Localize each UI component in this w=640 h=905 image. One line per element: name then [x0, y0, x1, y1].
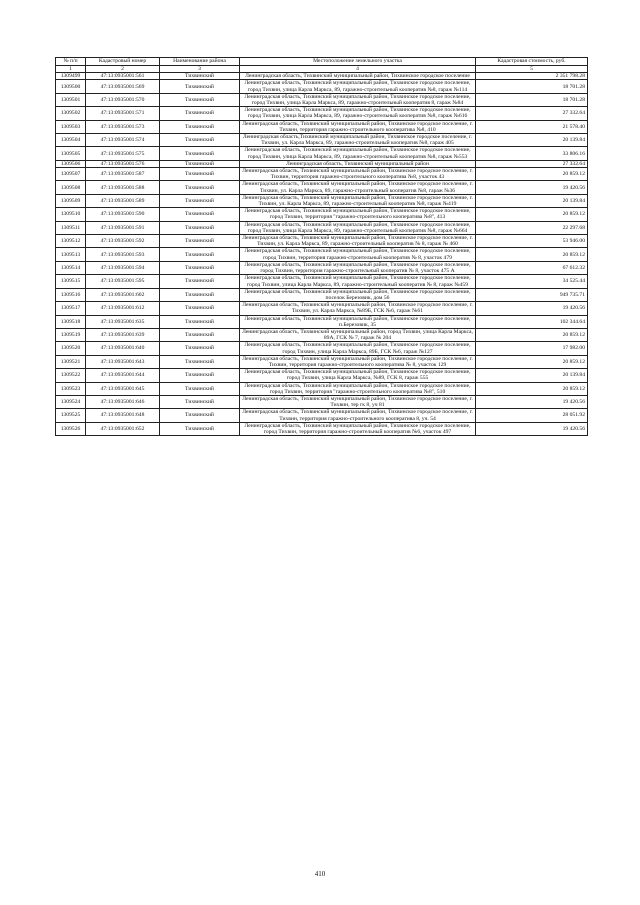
district-name: Тихвинский [160, 160, 240, 167]
table-row [56, 369, 588, 382]
row-number: 1309506 [56, 160, 86, 167]
cadastral-value: 20 139.84 [476, 194, 588, 207]
district-name: Тихвинский [160, 248, 240, 261]
cadastral-value: 28 051.92 [476, 409, 588, 422]
cadastral-value: 17 982.00 [476, 342, 588, 355]
row-number: 1309511 [56, 221, 86, 234]
cadastral-number: 47:13:0935001:646 [86, 395, 160, 408]
row-number: 1309508 [56, 181, 86, 194]
row-number: 1309509 [56, 194, 86, 207]
cadastral-value: 20 139.84 [476, 134, 588, 147]
column-index: 2 [86, 66, 160, 73]
table-row [56, 181, 588, 194]
cadastral-number: 47:13:0935001:590 [86, 208, 160, 221]
table-row [56, 409, 588, 422]
land-location: Ленинградская область, Тихвинский муниципальный район, Тихвинское городское поселение, город Тихвин, территория гаражно-строительный кооператив №6, участок 497 [240, 422, 476, 435]
table-row [56, 235, 588, 248]
row-number: 1309513 [56, 248, 86, 261]
district-name: Тихвинский [160, 194, 240, 207]
cadastral-value: 20 859.12 [476, 382, 588, 395]
district-name: Тихвинский [160, 147, 240, 160]
row-number: 1309515 [56, 275, 86, 288]
cadastral-number: 47:13:0935001:592 [86, 235, 160, 248]
row-number: 1309510 [56, 208, 86, 221]
cadastral-value: 20 859.12 [476, 328, 588, 341]
district-name: Тихвинский [160, 73, 240, 80]
table-row [56, 134, 588, 147]
table-row [56, 288, 588, 301]
cadastral-value: 67 612.32 [476, 261, 588, 274]
table-row [56, 194, 588, 207]
cadastral-number: 47:13:0935001:574 [86, 134, 160, 147]
land-location: Ленинградская область, Тихвинский муниципальный район [240, 160, 476, 167]
cadastral-number: 47:13:0935001:591 [86, 221, 160, 234]
table-row [56, 382, 588, 395]
row-number: 1309499 [56, 73, 86, 80]
cadastral-number: 47:13:0935001:644 [86, 369, 160, 382]
district-name: Тихвинский [160, 328, 240, 341]
land-location: Ленинградская область, Тихвинский муниципальный район, Тихвинское городское поселение, г. Тихвин, территория гаражно-строительного кооператива № 8, участок 129 [240, 355, 476, 368]
table-row [56, 93, 588, 106]
table-row [56, 73, 588, 80]
header-district: Наименование района [160, 58, 240, 66]
cadastral-number: 47:13:0935001:575 [86, 147, 160, 160]
table-row [56, 422, 588, 435]
cadastral-value: 19 420.56 [476, 302, 588, 315]
land-location: Ленинградская область, Тихвинский муниципальный район, Тихвинское городское поселение, г. Тихвин, территория гаражно-строительного кооператива №8, участок 43 [240, 168, 476, 181]
row-number: 1309526 [56, 422, 86, 435]
district-name: Тихвинский [160, 261, 240, 274]
cadastral-value: 2 351 798.28 [476, 73, 588, 80]
cadastral-number: 47:13:0935001:595 [86, 275, 160, 288]
district-name: Тихвинский [160, 288, 240, 301]
district-name: Тихвинский [160, 93, 240, 106]
row-number: 1309505 [56, 147, 86, 160]
district-name: Тихвинский [160, 181, 240, 194]
row-number: 1309512 [56, 235, 86, 248]
land-location: Ленинградская область, Тихвинский муниципальный район, Тихвинское городское поселение, г. Тихвин, территория гаражно-строительного кооператива 8, уч. 54 [240, 409, 476, 422]
cadastral-value: 20 859.12 [476, 208, 588, 221]
cadastral-value: 34 525.44 [476, 275, 588, 288]
land-location: Ленинградская область, Тихвинский муниципальный район, Тихвинское городское поселение, город Тихвин, улица Карла Маркса, 89, гаражно-строительный кооператив № 8, гараж №459 [240, 275, 476, 288]
cadastral-number: 47:13:0935001:594 [86, 261, 160, 274]
row-number: 1309502 [56, 107, 86, 120]
land-location: Ленинградская область, Тихвинский муниципальный район, Тихвинское городское поселение, город Тихвин, улица Карла Маркса, 89Б, ГСК №6, гараж №127 [240, 342, 476, 355]
cadastral-number: 47:13:0935001:570 [86, 93, 160, 106]
table-row [56, 168, 588, 181]
land-location: Ленинградская область, Тихвинский муниципальный район, Тихвинское городское поселение, г. Тихвин, ул. Карла Маркса, 89, гаражно-строительный кооператив №8, гараж №419 [240, 194, 476, 207]
row-number: 1309520 [56, 342, 86, 355]
row-number: 1309523 [56, 382, 86, 395]
cadastral-value: 53 946.00 [476, 235, 588, 248]
column-index: 5 [476, 66, 588, 73]
cadastral-number: 47:13:0935001:639 [86, 328, 160, 341]
row-number: 1309519 [56, 328, 86, 341]
table-row [56, 160, 588, 167]
table-row [56, 275, 588, 288]
district-name: Тихвинский [160, 395, 240, 408]
table-header-row [56, 58, 588, 66]
row-number: 1309521 [56, 355, 86, 368]
district-name: Тихвинский [160, 134, 240, 147]
table-row [56, 315, 588, 328]
cadastral-number: 47:13:0935001:648 [86, 409, 160, 422]
table-row [56, 248, 588, 261]
row-number: 1309524 [56, 395, 86, 408]
district-name: Тихвинский [160, 168, 240, 181]
cadastral-value: 19 420.56 [476, 422, 588, 435]
row-number: 1309504 [56, 134, 86, 147]
header-cadastral-value: Кадастровая стоимость, руб. [476, 58, 588, 66]
header-number: № п/п [56, 58, 86, 66]
row-number: 1309518 [56, 315, 86, 328]
district-name: Тихвинский [160, 221, 240, 234]
row-number: 1309517 [56, 302, 86, 315]
district-name: Тихвинский [160, 80, 240, 93]
district-name: Тихвинский [160, 315, 240, 328]
district-name: Тихвинский [160, 422, 240, 435]
land-location: Ленинградская область, Тихвинский муниципальный район, Тихвинское городское поселение, город Тихвин, улица Карла Маркса, 89, гаражно-строительный кооператив 8, гараж №84 [240, 93, 476, 106]
table-row [56, 328, 588, 341]
header-cadastral-number: Кадастровый номер [86, 58, 160, 66]
cadastral-value: 20 139.84 [476, 369, 588, 382]
table-row [56, 355, 588, 368]
land-location: Ленинградская область, Тихвинский муниципальный район, город Тихвин, улица Карла Маркса, 89А, ГСК № 7, гараж № 204 [240, 328, 476, 341]
land-location: Ленинградская область, Тихвинский муниципальный район, Тихвинское городское поселение, город Тихвин, территория гаражно-строительный кооператив № 8, участок 475 А [240, 261, 476, 274]
header-location: Местоположение земельного участка [240, 58, 476, 66]
land-location: Ленинградская область,Тихвинский муниципальный район, Тихвинское городское поселение, г. Тихвин, ул. Карла Маркса, 89, гаражно-строительный кооператив №8, гараж 405 [240, 134, 476, 147]
district-name: Тихвинский [160, 342, 240, 355]
cadastral-number: 47:13:0935001:573 [86, 120, 160, 133]
column-index: 1 [56, 66, 86, 73]
cadastral-value: 18 701.28 [476, 80, 588, 93]
district-name: Тихвинский [160, 409, 240, 422]
cadastral-value: 19 420.56 [476, 395, 588, 408]
district-name: Тихвинский [160, 208, 240, 221]
district-name: Тихвинский [160, 107, 240, 120]
cadastral-number: 47:13:0935001:612 [86, 302, 160, 315]
land-location: Ленинградская область, Тихвинский муниципальный район, Тихвинское городское поселение [240, 73, 476, 80]
cadastral-number: 47:13:0935001:593 [86, 248, 160, 261]
cadastral-value: 19 420.56 [476, 181, 588, 194]
land-location: Ленинградская область, Тихвинский муниципальный район, Тихвинское городское поселение, город Тихвин, улица Карла Маркса, 89, гаражно-строительный кооператив №8, гараж №553 [240, 147, 476, 160]
cadastral-value: 27 332.64 [476, 107, 588, 120]
cadastral-value: 20 859.12 [476, 248, 588, 261]
district-name: Тихвинский [160, 382, 240, 395]
cadastral-number: 47:13:0935001:643 [86, 355, 160, 368]
cadastral-number: 47:13:0935001:588 [86, 181, 160, 194]
cadastral-value: 18 701.28 [476, 93, 588, 106]
row-number: 1309514 [56, 261, 86, 274]
row-number: 1309501 [56, 93, 86, 106]
cadastral-value: 949 735.71 [476, 288, 588, 301]
district-name: Тихвинский [160, 355, 240, 368]
cadastral-value: 20 859.12 [476, 355, 588, 368]
cadastral-value: 21 578.40 [476, 120, 588, 133]
land-location: Ленинградская область, Тихвинский муниципальный район, Тихвинское городское поселение, город Тихвин, улица Карла Маркса, 89, гаражно-строительный кооператив №8, гараж №616 [240, 107, 476, 120]
land-location: Ленинградская область, Тихвинский муниципальный район, Тихвинское городское поселение, г. Тихвин, ул. Карла Маркса, 89, гаражно-строительный кооператив №8, гараж №36 [240, 181, 476, 194]
table-row [56, 395, 588, 408]
table-row [56, 342, 588, 355]
page-number: 410 [314, 870, 326, 878]
land-location: Ленинградская область, Тихвинский муниципальный район, Тихвинское городское поселение, г. Тихвин, ул. Карла Маркса, 89, гаражно-строительный кооператив № 8, гараж № 460 [240, 235, 476, 248]
table-row [56, 120, 588, 133]
land-location: Ленинградская область, Тихвинский муниципальный район, Тихвинское городское поселение, г. Тихвин, ул. Карла Маркса, №89Б, ГСК №6, гараж №61 [240, 302, 476, 315]
district-name: Тихвинский [160, 235, 240, 248]
table-row [56, 147, 588, 160]
district-name: Тихвинский [160, 275, 240, 288]
cadastral-number: 47:13:0935001:561 [86, 73, 160, 80]
table-row [56, 221, 588, 234]
row-number: 1309522 [56, 369, 86, 382]
cadastral-value: 27 332.64 [476, 160, 588, 167]
cadastral-number: 47:13:0935001:652 [86, 422, 160, 435]
table-row [56, 107, 588, 120]
cadastral-value: 22 297.68 [476, 221, 588, 234]
land-location: Ленинградская область, Тихвинский муниципальный район, Тихвинское городское поселение, город Тихвин, территория "гаражно-строительного кооператива №8", 413 [240, 208, 476, 221]
cadastral-table [55, 57, 588, 436]
land-location: Ленинградская область, Тихвинский муниципальный район, Тихвинское городское поселение, город Тихвин, улица Карла Маркса, №89, ГСК 8, гараж 555 [240, 369, 476, 382]
district-name: Тихвинский [160, 369, 240, 382]
district-name: Тихвинский [160, 302, 240, 315]
row-number: 1309516 [56, 288, 86, 301]
row-number: 1309525 [56, 409, 86, 422]
table-row [56, 302, 588, 315]
table-row [56, 80, 588, 93]
cadastral-value: 33 806.16 [476, 147, 588, 160]
column-index: 4 [240, 66, 476, 73]
cadastral-number: 47:13:0935001:635 [86, 315, 160, 328]
cadastral-number: 47:13:0935001:640 [86, 342, 160, 355]
row-number: 1309503 [56, 120, 86, 133]
cadastral-number: 47:13:0935001:602 [86, 288, 160, 301]
table-row [56, 208, 588, 221]
land-location: Ленинградская область, Тихвинский муниципальный район, Тихвинское городское поселение, г. Тихвин, территория гаражно-строительного кооператива №8, 410 [240, 120, 476, 133]
cadastral-number: 47:13:0935001:589 [86, 194, 160, 207]
land-location: Ленинградская область, Тихвинский муниципальный район, Тихвинское городское поселение, п.Березовик, 35 [240, 315, 476, 328]
table-row [56, 261, 588, 274]
cadastral-number: 47:13:0935001:569 [86, 80, 160, 93]
table-body [56, 73, 588, 436]
land-location: Ленинградская область, Тихвинский муниципальный район, Тихвинское городское поселение, г. Тихвин, тер гк 8, уч 81 [240, 395, 476, 408]
column-index-row [56, 66, 588, 73]
land-location: Ленинградская область, Тихвинский муниципальный район, Тихвинское городское поселение, город Тихвин, территория "гаражно-строительного кооператива №8", 510 [240, 382, 476, 395]
row-number: 1309507 [56, 168, 86, 181]
cadastral-number: 47:13:0935001:587 [86, 168, 160, 181]
land-location: Ленинградская область, Тихвинский муниципальный район, Тихвинское городское поселение, город Тихвин, улица Карла Маркса, 89, гаражно-строительный кооператив №8, гараж №114 [240, 80, 476, 93]
land-location: Ленинградская область, Тихвинский муниципальный район, Тихвинское городское поселение, поселок Березовик, дом 56 [240, 288, 476, 301]
cadastral-number: 47:13:0935001:645 [86, 382, 160, 395]
row-number: 1309500 [56, 80, 86, 93]
cadastral-number: 47:13:0935001:571 [86, 107, 160, 120]
cadastral-number: 47:13:0935001:576 [86, 160, 160, 167]
district-name: Тихвинский [160, 120, 240, 133]
land-location: Ленинградская область, Тихвинский муниципальный район, Тихвинское городское поселение, город Тихвин, улица Карла Маркса, 89, гаражно-строительный кооператив №8, гараж №664 [240, 221, 476, 234]
cadastral-value: 20 859.12 [476, 168, 588, 181]
column-index: 3 [160, 66, 240, 73]
cadastral-value: 102 344.64 [476, 315, 588, 328]
land-location: Ленинградская область, Тихвинский муниципальный район, Тихвинское городское поселение, город Тихвин, территория гаражно-строительный кооператив № 8, участок 479 [240, 248, 476, 261]
